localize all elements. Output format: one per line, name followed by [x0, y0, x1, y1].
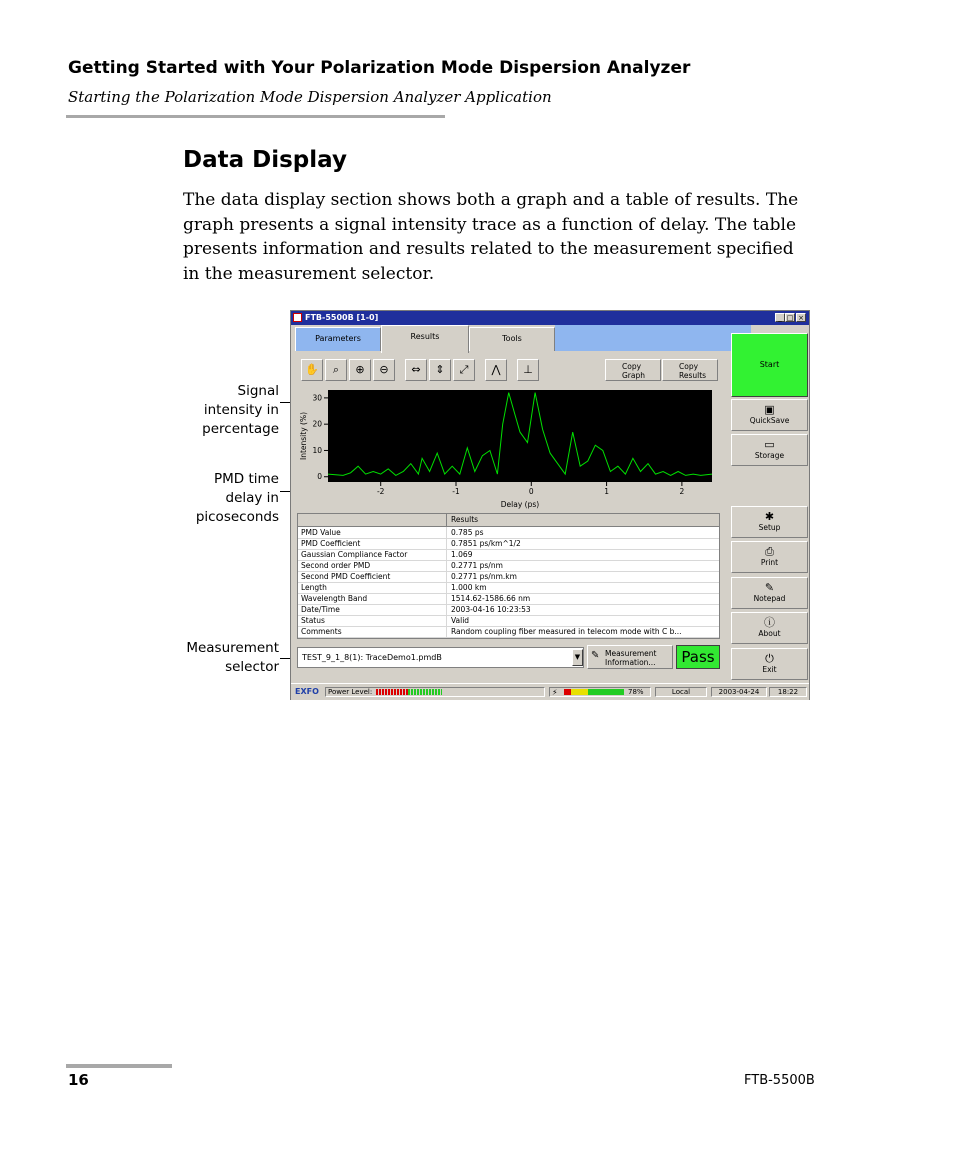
copy-results-label: Results: [679, 371, 707, 380]
copy-results-button[interactable]: [662, 359, 718, 381]
setup-button[interactable]: [731, 506, 808, 538]
table-cell-label: PMD Value: [301, 528, 341, 537]
section-body: The data display section shows both a graph and a table of results. The graph presents a signal intensity trace as a function of delay. The table presents information and results related to the measurement specified in the measurement selector.: [183, 190, 799, 284]
table-cell-label: Second PMD Coefficient: [301, 572, 391, 581]
table-cell-value: 0.2771 ps/nm.km: [451, 572, 517, 581]
x-tick-label: 2: [679, 487, 685, 496]
callout-line: PMD time: [214, 471, 279, 487]
zoom-vertical-icon[interactable]: ⇕: [429, 359, 451, 381]
maximize-icon[interactable]: □: [786, 314, 794, 322]
y-tick-label: 30: [312, 393, 322, 403]
table-cell-label: PMD Coefficient: [301, 539, 361, 548]
callout-line: percentage: [202, 421, 279, 437]
setup-label: Setup: [758, 523, 781, 532]
zoom-icon[interactable]: ⌕: [325, 359, 347, 381]
folder-icon: ▭: [764, 438, 775, 451]
table-cell-label: Comments: [301, 627, 342, 636]
y-axis-label: Intensity (%): [299, 411, 308, 461]
table-cell-label: Date/Time: [301, 605, 340, 614]
table-cell-label: Status: [301, 616, 325, 625]
about-button[interactable]: [731, 612, 808, 644]
power-level-panel: [325, 687, 545, 697]
floppy-icon: ▣: [764, 403, 775, 416]
zoom-fit-icon[interactable]: ⤢: [453, 359, 475, 381]
storage-button[interactable]: [731, 434, 808, 466]
info-pen-icon: ✎: [591, 650, 600, 661]
chevron-down-icon[interactable]: ▼: [572, 649, 583, 666]
tab-results[interactable]: Results: [381, 325, 469, 353]
running-header-subtitle: Starting the Polarization Mode Dispersion Analyzer Application: [68, 88, 552, 106]
zoom-out-icon[interactable]: ⊖: [373, 359, 395, 381]
measurement-information-button[interactable]: [587, 645, 673, 669]
table-header-blank: [298, 514, 447, 526]
info-icon: ⓘ: [764, 616, 775, 629]
power-icon: ⏻: [765, 652, 774, 665]
x-axis-label: Delay (ps): [500, 500, 540, 509]
footer-model: FTB-5500B: [744, 1073, 815, 1088]
notepad-button[interactable]: [731, 577, 808, 609]
full-trace-icon[interactable]: ⋀: [485, 359, 507, 381]
column-separator: [446, 571, 447, 582]
printer-icon: ⎙: [765, 545, 774, 558]
table-cell-value: 1.069: [451, 550, 473, 559]
results-table: [297, 513, 720, 639]
battery-percent: 78%: [628, 688, 644, 696]
callout-pmd-delay: [180, 470, 279, 527]
section-title: Data Display: [183, 147, 347, 173]
column-separator: [446, 615, 447, 626]
callout-measurement-selector: [170, 639, 279, 677]
copy-results-label: Copy: [679, 362, 699, 371]
app-icon: [293, 313, 302, 322]
battery-panel: [549, 687, 651, 697]
y-tick-label: 0: [317, 472, 322, 482]
quicksave-button[interactable]: [731, 399, 808, 431]
column-separator: [446, 604, 447, 615]
meas-info-label: Information...: [605, 658, 656, 667]
tools-icon: ✱: [764, 510, 775, 523]
column-separator: [446, 626, 447, 637]
exit-button[interactable]: [731, 648, 808, 680]
zoom-in-icon[interactable]: ⊕: [349, 359, 371, 381]
column-separator: [446, 593, 447, 604]
x-tick-label: 0: [528, 487, 534, 496]
table-cell-value: 0.2771 ps/nm: [451, 561, 503, 570]
time-panel: 18:22: [769, 687, 807, 697]
meas-info-label: Measurement: [605, 649, 657, 658]
tab-tools[interactable]: Tools: [469, 327, 555, 351]
zoom-horizontal-icon[interactable]: ⇔: [405, 359, 427, 381]
table-row: [298, 626, 719, 638]
header-rule: [66, 115, 445, 118]
table-cell-value: 2003-04-16 10:23:53: [451, 605, 531, 614]
notepad-icon: ✎: [764, 581, 775, 594]
quicksave-label: QuickSave: [749, 416, 790, 425]
callout-line: intensity in: [203, 402, 279, 418]
table-cell-label: Second order PMD: [301, 561, 371, 570]
column-separator: [446, 560, 447, 571]
power-level-green: [408, 689, 442, 695]
callout-line: picoseconds: [195, 509, 279, 525]
power-level-label: Power Level:: [328, 688, 373, 696]
close-icon[interactable]: ×: [796, 313, 806, 322]
column-separator: [446, 582, 447, 593]
column-separator: [446, 538, 447, 549]
table-cell-value: Valid: [451, 616, 470, 625]
status-bar: [291, 683, 809, 700]
notepad-label: Notepad: [753, 594, 786, 603]
window-title: FTB-5500B [1-0]: [305, 313, 379, 322]
print-button[interactable]: [731, 541, 808, 573]
table-cell-value: 1.000 km: [451, 583, 487, 592]
page-number: 16: [68, 1071, 89, 1089]
table-header-results: Results: [451, 515, 479, 524]
x-tick-label: -1: [452, 487, 460, 496]
tab-strip-background: [555, 325, 751, 351]
footer-rule: [66, 1064, 172, 1068]
table-cell-value: 0.785 ps: [451, 528, 484, 537]
table-cell-value: 0.7851 ps/km^1/2: [451, 539, 521, 548]
table-cell-value: 1514.62-1586.66 nm: [451, 594, 531, 603]
pan-hand-icon[interactable]: ✋: [301, 359, 323, 381]
callout-signal-intensity: [180, 382, 279, 439]
table-header: [298, 514, 719, 527]
x-tick-label: -2: [376, 487, 385, 496]
callout-line: delay in: [225, 490, 279, 506]
battery-gauge: [564, 689, 624, 695]
tab-parameters[interactable]: Parameters: [295, 327, 381, 351]
table-cell-label: Gaussian Compliance Factor: [301, 550, 408, 559]
x-tick-label: 1: [604, 487, 609, 496]
pass-status-badge: Pass: [676, 645, 720, 669]
measurement-selector[interactable]: TEST_9_1_8(1): TraceDemo1.pmdB: [297, 647, 584, 668]
y-tick-label: 10: [312, 445, 322, 455]
storage-label: Storage: [754, 451, 785, 460]
date-panel: 2003-04-24: [711, 687, 767, 697]
power-level-red: [376, 689, 408, 695]
callout-line: Signal: [237, 383, 279, 399]
start-button[interactable]: Start: [731, 333, 808, 397]
copy-graph-label: Copy: [622, 362, 642, 371]
title-bar: [291, 311, 809, 325]
about-label: About: [758, 629, 781, 638]
column-separator: [446, 527, 447, 538]
y-tick-label: 20: [312, 419, 322, 429]
exfo-logo: EXFO: [295, 687, 319, 696]
copy-graph-label: Graph: [622, 371, 646, 380]
print-label: Print: [760, 558, 779, 567]
column-separator: [446, 549, 447, 560]
minimize-icon[interactable]: _: [775, 313, 785, 322]
callout-line: Measurement: [186, 640, 279, 656]
table-cell-label: Length: [301, 583, 327, 592]
plug-icon: ⚡: [552, 688, 558, 697]
callout-line: selector: [225, 659, 279, 675]
exit-label: Exit: [762, 665, 777, 674]
marker-icon[interactable]: ⊥: [517, 359, 539, 381]
intensity-graph: [296, 386, 726, 511]
table-cell-value: Random coupling fiber measured in telecom mode with C b...: [451, 627, 682, 636]
plot-area: [328, 390, 712, 482]
copy-graph-button[interactable]: [605, 359, 661, 381]
table-cell-label: Wavelength Band: [301, 594, 368, 603]
running-header-title: Getting Started with Your Polarization Mode Dispersion Analyzer: [68, 58, 691, 78]
app-window: [290, 310, 810, 700]
mode-panel: Local: [655, 687, 707, 697]
